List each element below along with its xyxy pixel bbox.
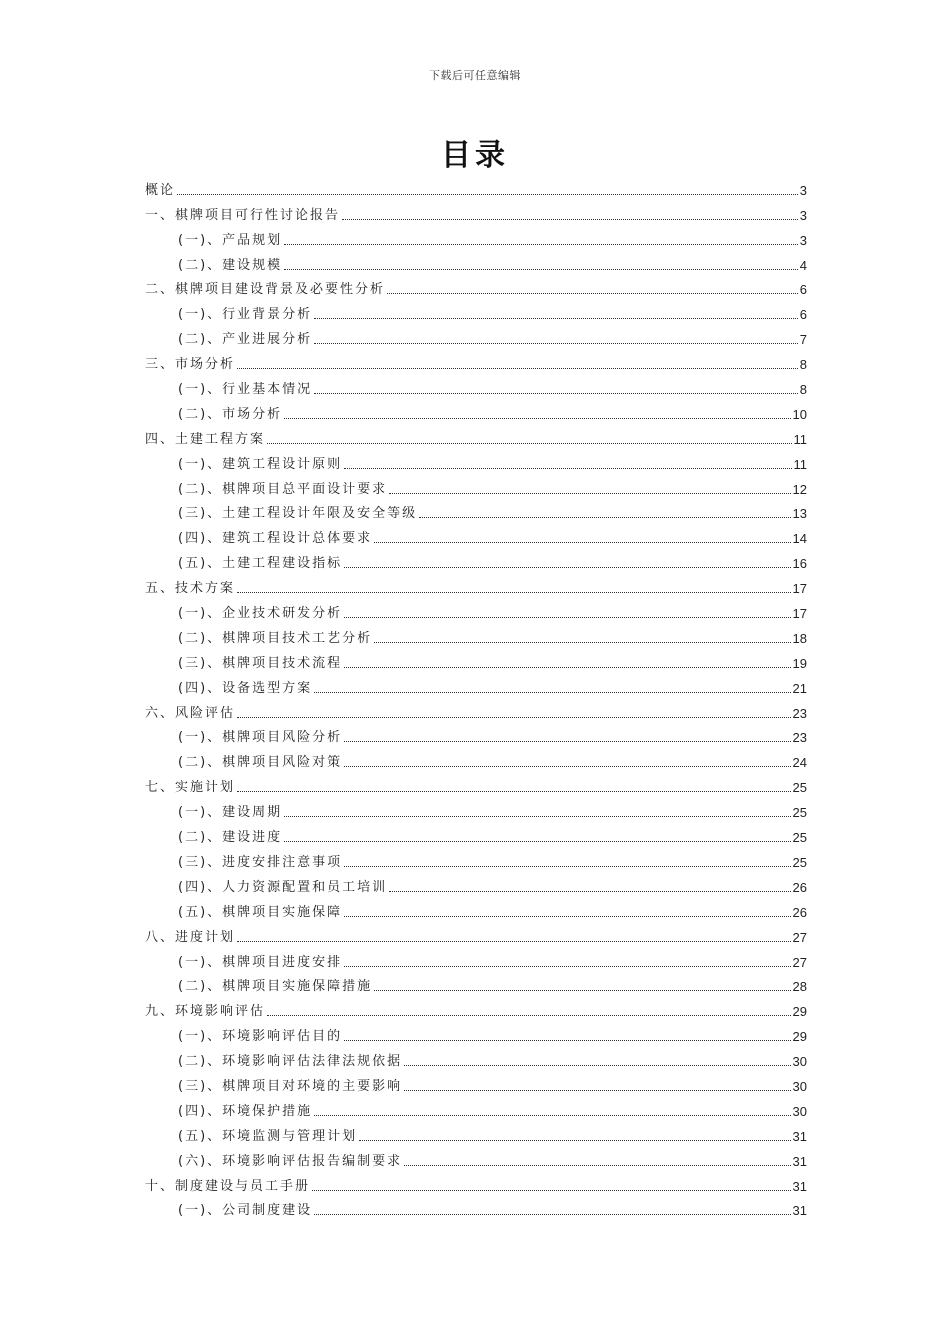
toc-subentry[interactable] — [145, 522, 807, 547]
toc-entry-label: (二)、建设进度 — [178, 830, 283, 846]
toc-entry-label: 八、进度计划 — [145, 929, 236, 945]
toc-entry-label: 七、实施计划 — [145, 780, 236, 796]
toc-entry[interactable] — [145, 995, 807, 1020]
toc-entry-label: (二)、建设规模 — [178, 257, 283, 273]
toc-entry-page-number: 25 — [792, 780, 807, 796]
toc-entry-page-number: 24 — [792, 755, 807, 771]
dot-leader — [404, 1165, 790, 1166]
toc-entry-label: 三、市场分析 — [145, 357, 236, 373]
dot-leader — [314, 393, 798, 394]
toc-entry-page-number: 28 — [792, 979, 807, 995]
toc-entry-page-number: 25 — [792, 830, 807, 846]
toc-entry-label: (四)、建筑工程设计总体要求 — [178, 531, 373, 547]
toc-entry-page-number: 11 — [793, 456, 807, 472]
toc-entry-label: 二、棋牌项目建设背景及必要性分析 — [145, 282, 386, 298]
toc-entry-label: (五)、棋牌项目实施保障 — [178, 904, 343, 920]
dot-leader — [284, 269, 798, 270]
dot-leader — [267, 443, 791, 444]
toc-subentry[interactable] — [145, 1020, 807, 1045]
toc-subentry[interactable] — [145, 846, 807, 871]
dot-leader — [314, 1214, 790, 1215]
toc-entry-label: (二)、产业进展分析 — [178, 332, 313, 348]
toc-subentry[interactable] — [145, 1120, 807, 1145]
toc-entry-page-number: 21 — [792, 680, 807, 696]
toc-entry-page-number: 14 — [792, 531, 807, 547]
toc-entry-page-number: 25 — [792, 854, 807, 870]
dot-leader — [344, 741, 790, 742]
toc-entry-page-number: 31 — [792, 1178, 807, 1194]
toc-entry-label: 一、棋牌项目可行性讨论报告 — [145, 207, 341, 223]
toc-entry[interactable] — [145, 274, 807, 299]
toc-subentry[interactable] — [145, 597, 807, 622]
toc-subentry[interactable] — [145, 1195, 807, 1220]
toc-subentry[interactable] — [145, 298, 807, 323]
toc-subentry[interactable] — [145, 547, 807, 572]
dot-leader — [344, 766, 790, 767]
toc-subentry[interactable] — [145, 971, 807, 996]
toc-subentry[interactable] — [145, 323, 807, 348]
dot-leader — [389, 493, 790, 494]
dot-leader — [342, 219, 798, 220]
toc-entry-page-number: 31 — [792, 1203, 807, 1219]
toc-entry-label: 概论 — [145, 182, 176, 198]
dot-leader — [374, 542, 790, 543]
dot-leader — [237, 941, 791, 942]
toc-entry-label: (二)、棋牌项目风险对策 — [178, 755, 343, 771]
toc-entry-page-number: 29 — [792, 1004, 807, 1020]
toc-entry-label: (一)、建设周期 — [178, 805, 283, 821]
toc-entry-page-number: 18 — [792, 630, 807, 646]
dot-leader — [284, 418, 790, 419]
dot-leader — [267, 1015, 791, 1016]
toc-entry-label: 十、制度建设与员工手册 — [145, 1178, 311, 1194]
table-of-contents — [145, 174, 807, 1219]
toc-entry-label: (一)、棋牌项目风险分析 — [178, 730, 343, 746]
toc-entry-label: (三)、土建工程设计年限及安全等级 — [178, 506, 418, 522]
toc-subentry[interactable] — [145, 224, 807, 249]
dot-leader — [314, 343, 798, 344]
toc-entry-page-number: 19 — [792, 655, 807, 671]
toc-entry-label: 五、技术方案 — [145, 581, 236, 597]
dot-leader — [344, 567, 790, 568]
toc-entry-label: (二)、市场分析 — [178, 406, 283, 422]
toc-entry-label: (一)、环境影响评估目的 — [178, 1029, 343, 1045]
toc-entry[interactable] — [145, 174, 807, 199]
toc-subentry[interactable] — [145, 448, 807, 473]
toc-entry-page-number: 3 — [799, 182, 807, 198]
dot-leader — [237, 592, 791, 593]
toc-subentry[interactable] — [145, 1045, 807, 1070]
header-note: 下载后可任意编辑 — [429, 69, 521, 82]
toc-entry-page-number: 23 — [792, 730, 807, 746]
dot-leader — [284, 816, 790, 817]
dot-leader — [237, 717, 791, 718]
toc-subentry[interactable] — [145, 871, 807, 896]
toc-entry-label: (一)、行业背景分析 — [178, 307, 313, 323]
toc-entry[interactable] — [145, 348, 807, 373]
dot-leader — [344, 1040, 790, 1041]
toc-entry-page-number: 27 — [792, 929, 807, 945]
dot-leader — [419, 517, 790, 518]
toc-subentry[interactable] — [145, 647, 807, 672]
toc-subentry[interactable] — [145, 473, 807, 498]
dot-leader — [177, 194, 798, 195]
toc-entry[interactable] — [145, 697, 807, 722]
toc-entry-label: (二)、棋牌项目技术工艺分析 — [178, 630, 373, 646]
toc-entry-label: (五)、土建工程建设指标 — [178, 556, 343, 572]
toc-subentry[interactable] — [145, 796, 807, 821]
toc-subentry[interactable] — [145, 746, 807, 771]
toc-subentry[interactable] — [145, 373, 807, 398]
toc-title: 目录 — [441, 138, 509, 173]
dot-leader — [284, 244, 798, 245]
toc-entry-label: (一)、产品规划 — [178, 232, 283, 248]
toc-entry-page-number: 13 — [792, 506, 807, 522]
toc-entry[interactable] — [145, 771, 807, 796]
toc-subentry[interactable] — [145, 622, 807, 647]
toc-entry-page-number: 23 — [792, 705, 807, 721]
toc-entry-page-number: 17 — [792, 606, 807, 622]
toc-entry-label: (三)、棋牌项目对环境的主要影响 — [178, 1078, 403, 1094]
toc-subentry[interactable] — [145, 398, 807, 423]
dot-leader — [314, 1115, 790, 1116]
toc-entry-page-number: 11 — [793, 431, 807, 447]
toc-entry[interactable] — [145, 572, 807, 597]
dot-leader — [404, 1065, 790, 1066]
toc-entry-page-number: 30 — [792, 1054, 807, 1070]
toc-entry-label: (一)、棋牌项目进度安排 — [178, 954, 343, 970]
toc-subentry[interactable] — [145, 821, 807, 846]
toc-subentry[interactable] — [145, 1095, 807, 1120]
toc-entry[interactable] — [145, 423, 807, 448]
toc-entry-page-number: 8 — [799, 357, 807, 373]
toc-entry-label: (一)、建筑工程设计原则 — [178, 456, 343, 472]
toc-entry-page-number: 30 — [792, 1103, 807, 1119]
toc-subentry[interactable] — [145, 896, 807, 921]
toc-subentry[interactable] — [145, 498, 807, 523]
toc-entry[interactable] — [145, 921, 807, 946]
toc-subentry[interactable] — [145, 946, 807, 971]
toc-entry-page-number: 6 — [799, 282, 807, 298]
toc-entry[interactable] — [145, 1170, 807, 1195]
dot-leader — [404, 1090, 790, 1091]
dot-leader — [344, 468, 791, 469]
dot-leader — [389, 891, 790, 892]
toc-entry-page-number: 17 — [792, 581, 807, 597]
dot-leader — [344, 916, 790, 917]
toc-entry[interactable] — [145, 199, 807, 224]
dot-leader — [374, 642, 790, 643]
toc-entry-page-number: 12 — [792, 481, 807, 497]
toc-entry-label: (五)、环境监测与管理计划 — [178, 1128, 358, 1144]
toc-subentry[interactable] — [145, 249, 807, 274]
dot-leader — [314, 692, 790, 693]
toc-entry-label: (一)、企业技术研发分析 — [178, 606, 343, 622]
dot-leader — [374, 990, 790, 991]
toc-entry-label: (四)、设备选型方案 — [178, 680, 313, 696]
toc-entry-page-number: 7 — [799, 332, 807, 348]
toc-entry-label: (六)、环境影响评估报告编制要求 — [178, 1153, 403, 1169]
toc-entry-page-number: 30 — [792, 1078, 807, 1094]
toc-subentry[interactable] — [145, 722, 807, 747]
toc-entry-label: (二)、棋牌项目总平面设计要求 — [178, 481, 388, 497]
toc-subentry[interactable] — [145, 672, 807, 697]
toc-entry-page-number: 3 — [799, 207, 807, 223]
toc-entry-label: (四)、人力资源配置和员工培训 — [178, 879, 388, 895]
toc-entry-label: (二)、环境影响评估法律法规依据 — [178, 1054, 403, 1070]
toc-entry-page-number: 3 — [799, 232, 807, 248]
toc-entry-label: (二)、棋牌项目实施保障措施 — [178, 979, 373, 995]
toc-entry-page-number: 26 — [792, 879, 807, 895]
toc-entry-page-number: 27 — [792, 954, 807, 970]
toc-subentry[interactable] — [145, 1070, 807, 1095]
toc-entry-page-number: 4 — [799, 257, 807, 273]
dot-leader — [344, 667, 790, 668]
toc-entry-label: (一)、行业基本情况 — [178, 382, 313, 398]
toc-entry-page-number: 31 — [792, 1128, 807, 1144]
dot-leader — [284, 841, 790, 842]
dot-leader — [387, 293, 798, 294]
dot-leader — [312, 1190, 791, 1191]
dot-leader — [237, 791, 791, 792]
dot-leader — [314, 318, 798, 319]
toc-entry-page-number: 26 — [792, 904, 807, 920]
toc-entry-label: 四、土建工程方案 — [145, 431, 266, 447]
dot-leader — [344, 866, 790, 867]
dot-leader — [237, 368, 798, 369]
toc-entry-page-number: 6 — [799, 307, 807, 323]
dot-leader — [359, 1140, 790, 1141]
toc-entry-page-number: 31 — [792, 1153, 807, 1169]
toc-entry-label: 六、风险评估 — [145, 705, 236, 721]
dot-leader — [344, 966, 790, 967]
toc-entry-page-number: 8 — [799, 382, 807, 398]
toc-entry-page-number: 10 — [792, 406, 807, 422]
toc-entry-label: 九、环境影响评估 — [145, 1004, 266, 1020]
toc-entry-label: (四)、环境保护措施 — [178, 1103, 313, 1119]
toc-entry-page-number: 16 — [792, 556, 807, 572]
toc-entry-label: (三)、进度安排注意事项 — [178, 854, 343, 870]
toc-subentry[interactable] — [145, 1145, 807, 1170]
toc-entry-page-number: 29 — [792, 1029, 807, 1045]
toc-entry-page-number: 25 — [792, 805, 807, 821]
dot-leader — [344, 617, 790, 618]
toc-entry-label: (一)、公司制度建设 — [178, 1203, 313, 1219]
toc-entry-label: (三)、棋牌项目技术流程 — [178, 655, 343, 671]
